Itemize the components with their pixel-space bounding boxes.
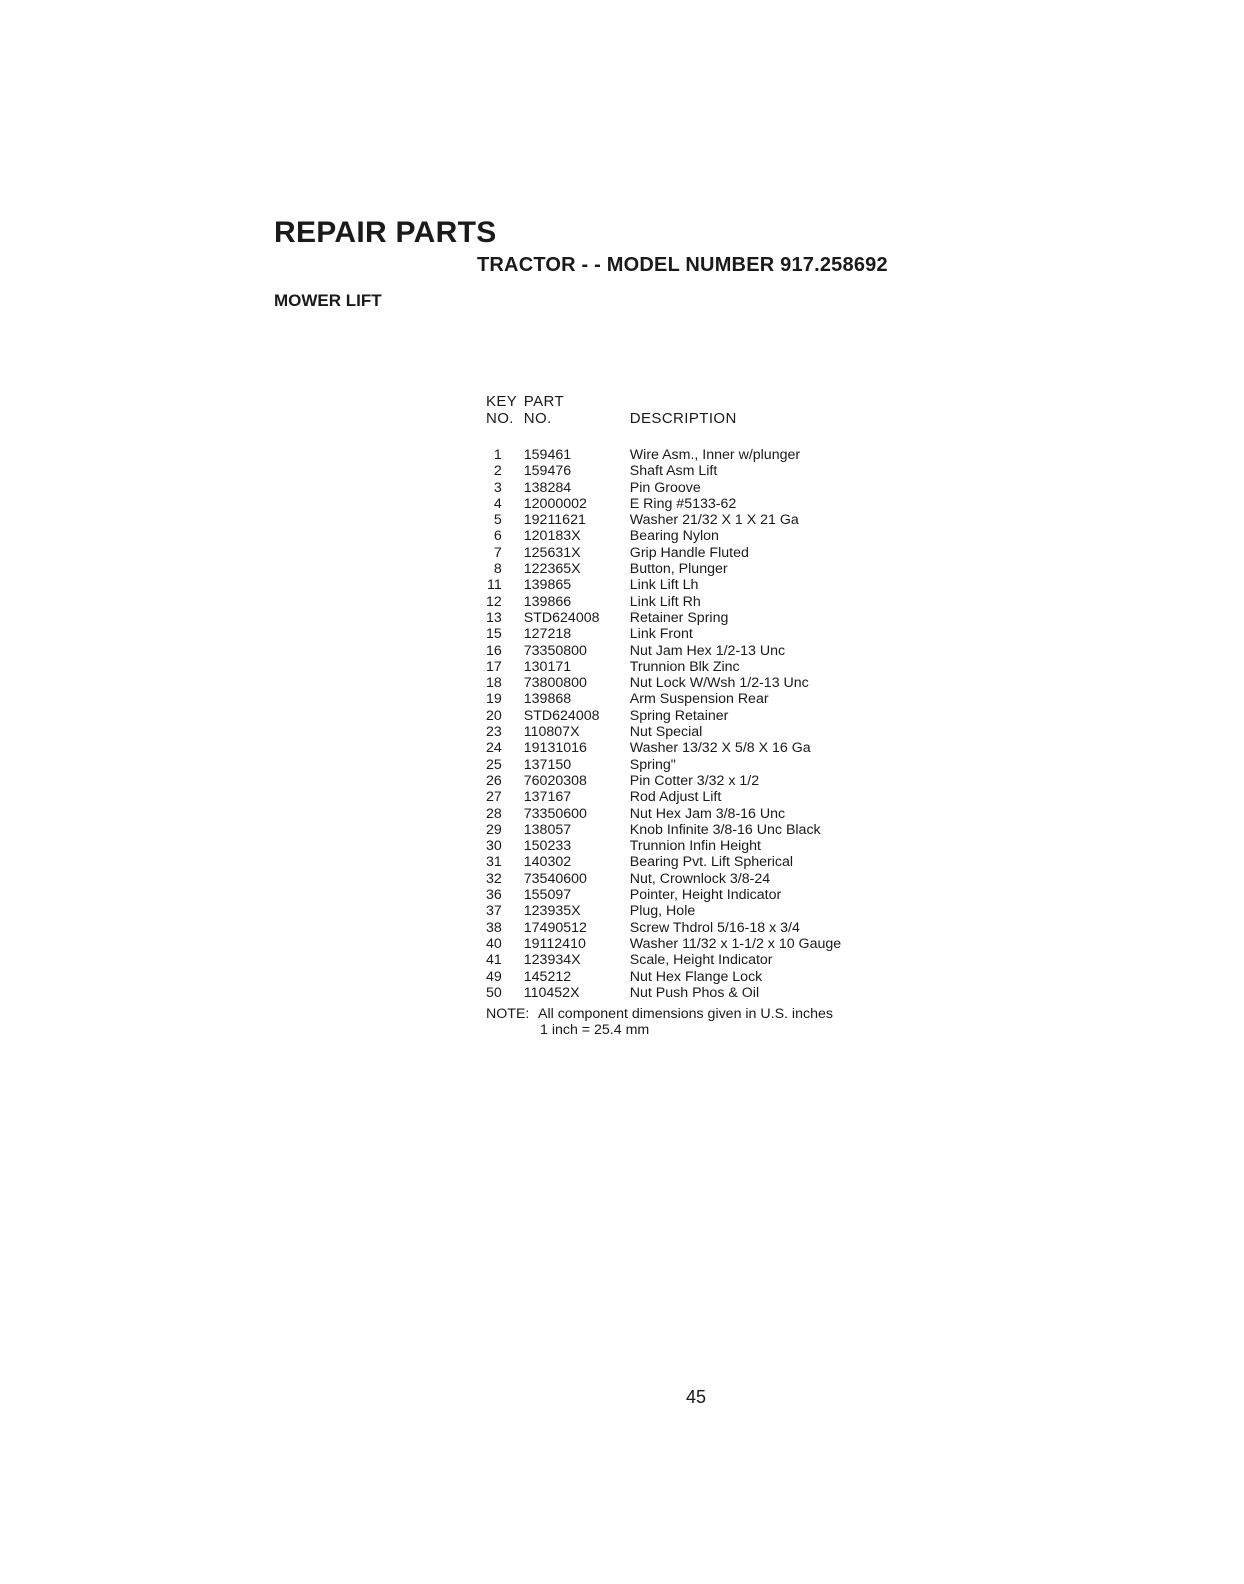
table-row [486, 969, 841, 985]
part-no-cell: 123935X [523, 903, 581, 920]
table-row [486, 773, 841, 789]
table-row [486, 757, 841, 773]
part-no-cell: 159476 [523, 463, 572, 480]
table-row [486, 626, 841, 642]
description-cell: Retainer Spring [629, 609, 729, 626]
part-no-cell: 125631X [523, 544, 581, 561]
key-no-cell: 49 [486, 968, 502, 985]
key-header-line1: KEY [486, 393, 518, 410]
part-no-cell: 73540600 [523, 870, 587, 887]
table-row [486, 822, 841, 838]
description-cell: Button, Plunger [629, 561, 728, 578]
key-header-line2: NO. [486, 410, 514, 427]
description-cell: Pin Groove [629, 479, 701, 496]
key-no-cell: 23 [486, 724, 502, 741]
description-cell: Spring" [629, 756, 676, 773]
part-no-cell: 137167 [523, 789, 572, 806]
part-no-cell: STD624008 [523, 609, 600, 626]
part-no-cell: 120183X [523, 528, 581, 545]
description-cell: Trunnion Blk Zinc [629, 658, 740, 675]
part-no-cell: 139865 [523, 577, 572, 594]
part-no-cell: 123934X [523, 952, 581, 969]
table-row [486, 512, 841, 528]
key-no-cell: 15 [486, 626, 502, 643]
description-cell: Pointer, Height Indicator [629, 887, 782, 904]
table-row [486, 724, 841, 740]
table-row [486, 920, 841, 936]
page-title: REPAIR PARTS [274, 216, 497, 249]
description-cell: Plug, Hole [629, 903, 696, 920]
parts-table-body [486, 447, 841, 1001]
key-no-cell: 25 [486, 756, 502, 773]
part-no-cell: 110807X [523, 724, 580, 741]
part-no-cell: 17490512 [523, 919, 587, 936]
part-no-cell: 76020308 [523, 772, 587, 789]
part-no-cell: 138284 [523, 479, 572, 496]
key-no-cell: 5 [493, 512, 502, 529]
description-cell: Wire Asm., Inner w/plunger [629, 447, 801, 463]
key-no-cell: 17 [486, 658, 502, 675]
key-no-cell: 1 [493, 447, 502, 463]
part-no-cell: 138057 [523, 821, 572, 838]
key-no-cell: 11 [487, 577, 502, 594]
description-cell: E Ring #5133-62 [629, 495, 737, 512]
description-header: DESCRIPTION [629, 410, 737, 427]
part-no-cell: 19112410 [523, 935, 586, 952]
description-cell: Shaft Asm Lift [629, 463, 718, 480]
key-no-cell: 29 [486, 821, 502, 838]
key-no-cell: 4 [493, 495, 502, 512]
note-conversion: 1 inch = 25.4 mm [540, 1022, 650, 1039]
key-no-cell: 40 [486, 935, 502, 952]
section-heading: MOWER LIFT [274, 291, 382, 310]
description-cell: Trunnion Infin Height [629, 838, 761, 855]
table-row [486, 708, 841, 724]
table-row [486, 545, 841, 561]
description-cell: Washer 21/32 X 1 X 21 Ga [629, 512, 799, 529]
description-cell: Pin Cotter 3/32 x 1/2 [629, 772, 760, 789]
part-no-cell: 73800800 [523, 675, 587, 692]
table-header-row [486, 393, 841, 447]
key-no-cell: 37 [486, 903, 502, 920]
part-no-cell: 140302 [523, 854, 572, 871]
table-row [486, 561, 841, 577]
key-no-cell: 2 [493, 463, 502, 480]
part-no-cell: STD624008 [523, 707, 600, 724]
key-no-cell: 36 [486, 887, 502, 904]
table-row [486, 480, 841, 496]
description-cell: Nut Jam Hex 1/2-13 Unc [629, 642, 786, 659]
description-cell: Link Lift Lh [629, 577, 699, 594]
part-header-line1: PART [523, 393, 565, 410]
description-cell: Nut Special [629, 724, 703, 741]
table-row [486, 659, 841, 675]
table-row [486, 610, 841, 626]
description-cell: Rod Adjust Lift [629, 789, 722, 806]
description-cell: Nut Lock W/Wsh 1/2-13 Unc [629, 675, 809, 692]
description-cell: Arm Suspension Rear [629, 691, 769, 708]
key-no-header [486, 393, 524, 447]
table-row [486, 903, 841, 919]
key-no-cell: 13 [486, 609, 502, 626]
description-cell: Nut Hex Flange Lock [629, 968, 763, 985]
part-no-cell: 139868 [523, 691, 572, 708]
description-cell: Link Front [629, 626, 693, 643]
part-no-cell: 137150 [523, 756, 572, 773]
part-no-header [524, 393, 630, 447]
key-no-cell: 16 [486, 642, 502, 659]
table-row [486, 447, 841, 463]
description-cell: Bearing Pvt. Lift Spherical [629, 854, 794, 871]
key-no-cell: 6 [493, 528, 502, 545]
description-cell: Grip Handle Fluted [629, 544, 749, 561]
key-no-cell: 3 [493, 479, 502, 496]
table-row [486, 496, 841, 512]
table-row [486, 952, 841, 968]
table-row [486, 789, 841, 805]
description-cell: Knob Infinite 3/8-16 Unc Black [629, 821, 821, 838]
key-no-cell: 28 [486, 805, 502, 822]
part-no-cell: 12000002 [523, 495, 587, 512]
part-no-cell: 139866 [523, 593, 572, 610]
part-header-line2: NO. [523, 410, 552, 427]
part-no-cell: 73350600 [523, 805, 587, 822]
table-row [486, 691, 841, 707]
key-no-cell: 7 [493, 544, 502, 561]
description-cell: Nut Hex Jam 3/8-16 Unc [629, 805, 786, 822]
key-no-cell: 12 [486, 593, 502, 610]
table-row [486, 594, 841, 610]
part-no-cell: 159461 [523, 447, 572, 463]
table-row [486, 740, 841, 756]
description-cell: Spring Retainer [629, 707, 729, 724]
note-text: All component dimensions given in U.S. inches [538, 1006, 833, 1022]
part-no-cell: 145212 [523, 968, 572, 985]
page-number: 45 [686, 1387, 707, 1407]
key-no-cell: 27 [486, 789, 502, 806]
table-row [486, 838, 841, 854]
part-no-cell: 110452X [523, 984, 580, 1001]
key-no-cell: 30 [486, 838, 502, 855]
description-cell: Bearing Nylon [629, 528, 719, 545]
part-no-cell: 19131016 [523, 740, 587, 757]
model-number-heading: TRACTOR - - MODEL NUMBER 917.258692 [477, 254, 888, 276]
key-no-cell: 31 [486, 854, 502, 871]
description-cell: Link Lift Rh [629, 593, 701, 610]
key-no-cell: 18 [486, 675, 502, 692]
part-no-cell: 73350800 [523, 642, 587, 659]
table-row [486, 854, 841, 870]
part-no-cell: 150233 [523, 838, 572, 855]
key-no-cell: 41 [486, 952, 502, 969]
key-no-cell: 8 [493, 561, 502, 578]
key-no-cell: 38 [486, 919, 502, 936]
description-cell: Screw Thdrol 5/16-18 x 3/4 [629, 919, 800, 936]
part-no-cell: 127218 [523, 626, 572, 643]
part-no-cell: 122365X [523, 561, 581, 578]
table-row [486, 643, 841, 659]
key-no-cell: 24 [486, 740, 502, 757]
part-no-cell: 19211621 [523, 512, 586, 529]
table-row [486, 675, 841, 691]
part-no-cell: 130171 [523, 658, 572, 675]
description-cell: Nut Push Phos & Oil [629, 984, 760, 1001]
description-cell: Nut, Crownlock 3/8-24 [629, 870, 771, 887]
table-row [486, 871, 841, 887]
description-cell: Washer 13/32 X 5/8 X 16 Ga [629, 740, 811, 757]
key-no-cell: 32 [486, 870, 502, 887]
table-row [486, 528, 841, 544]
table-row [486, 577, 841, 593]
table-row [486, 463, 841, 479]
note-label: NOTE: [486, 1006, 530, 1022]
part-no-cell: 155097 [523, 887, 572, 904]
key-no-cell: 20 [486, 707, 502, 724]
table-row [486, 936, 841, 952]
table-row [486, 806, 841, 822]
description-cell: Washer 11/32 x 1-1/2 x 10 Gauge [629, 935, 842, 952]
key-no-cell: 19 [486, 691, 502, 708]
table-row [486, 887, 841, 903]
description-cell: Scale, Height Indicator [629, 952, 773, 969]
parts-table [486, 393, 841, 1001]
key-no-cell: 50 [486, 984, 502, 1001]
note-block [486, 1006, 833, 1039]
key-no-cell: 26 [486, 772, 502, 789]
table-row [486, 985, 841, 1001]
